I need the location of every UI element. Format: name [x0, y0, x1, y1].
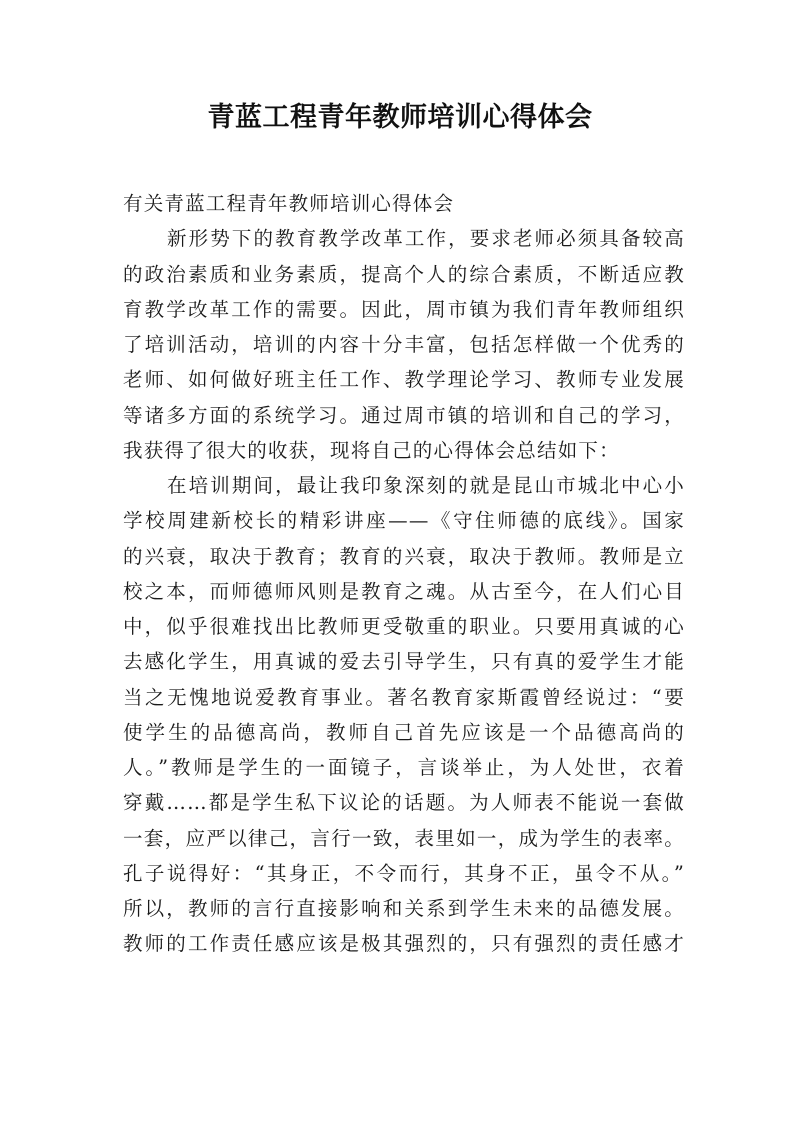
paragraph-2-line: 穿戴……都是学生私下议论的话题。为人师表不能说一套做 [123, 791, 685, 815]
paragraph-1-line: 的政治素质和业务素质，提高个人的综合素质，不断适应教 [123, 262, 685, 286]
document-subtitle: 有关青蓝工程青年教师培训心得体会 [123, 192, 455, 215]
paragraph-1-line: 老师、如何做好班主任工作、教学理论学习、教师专业发展 [123, 368, 685, 392]
paragraph-2-line: 中，似乎很难找出比教师更受敬重的职业。只要用真诚的心 [123, 615, 685, 638]
paragraph-1-line: 了培训活动，培训的内容十分丰富，包括怎样做一个优秀的 [123, 333, 685, 356]
paragraph-2-line: 使学生的品德高尚，教师自己首先应该是一个品德高尚的 [123, 720, 685, 744]
paragraph-2-line: 去感化学生，用真诚的爱去引导学生，只有真的爱学生才能 [123, 650, 685, 674]
paragraph-1-line: 新形势下的教育教学改革工作，要求老师必须具备较高 [167, 227, 685, 251]
document-title: 青蓝工程青年教师培训心得体会 [207, 102, 593, 133]
paragraph-2-line: 所以，教师的言行直接影响和关系到学生未来的品德发展。 [123, 897, 685, 920]
paragraph-2-line: 校之本，而师德师风则是教育之魂。从古至今，在人们心目 [123, 579, 685, 603]
paragraph-2-line: 一套，应严以律己，言行一致，表里如一，成为学生的表率。 [123, 826, 685, 850]
paragraph-1-line: 育教学改革工作的需要。因此，周市镇为我们青年教师组织 [123, 297, 685, 321]
paragraph-1-line: 等诸多方面的系统学习。通过周市镇的培训和自己的学习， [123, 403, 685, 427]
paragraph-2-line: 孔子说得好：“其身正，不令而行，其身不正，虽令不从。” [123, 861, 685, 885]
document-body [123, 186, 685, 962]
paragraph-2-line: 的兴衰，取决于教育；教育的兴衰，取决于教师。教师是立 [123, 544, 685, 568]
paragraph-2-line: 学校周建新校长的精彩讲座——《守住师德的底线》。国家 [123, 509, 685, 533]
paragraph-2-line: 在培训期间，最让我印象深刻的就是昆山市城北中心小 [167, 474, 685, 497]
paragraph-2-line: 人。”教师是学生的一面镜子，言谈举止，为人处世，衣着 [123, 756, 685, 779]
paragraph-2-line: 教师的工作责任感应该是极其强烈的，只有强烈的责任感才 [123, 932, 685, 956]
paragraph-2-line: 当之无愧地说爱教育事业。著名教育家斯霞曾经说过：“要 [123, 685, 685, 709]
paragraph-1-line: 我获得了很大的收获，现将自己的心得体会总结如下： [123, 438, 620, 462]
